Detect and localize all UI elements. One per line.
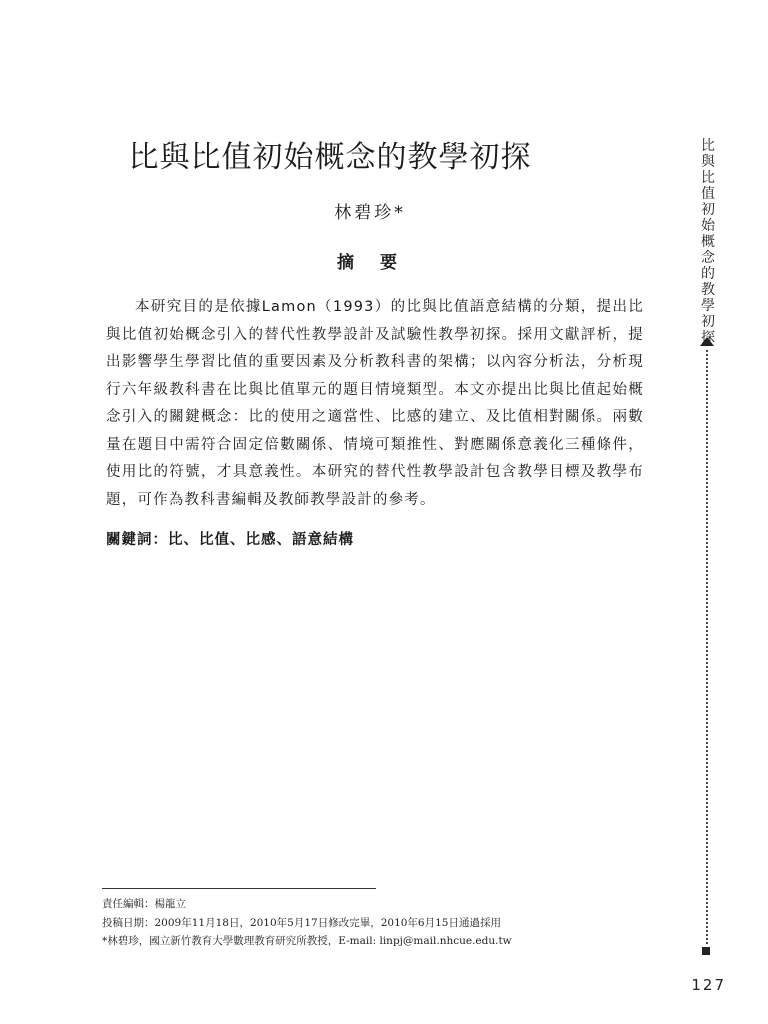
dotted-side-rule: [706, 350, 708, 944]
running-title-vertical: [700, 138, 716, 346]
abstract-body: 本研究目的是依據Lamon（1993）的比與比值語意結構的分類，提出比與比值初始概念引入的替代性教學設計及試驗性教學初探。採用文獻評析，提出影響學生學習比值的重要因素及分析教科書的架構；以內容分析法，分析現行六年級教科書在比與比值單元的題目情境類型。本文亦提出比與比值起始概念引入的關鍵概念：比的使用之適當性、比感的建立、及比值相對關係。兩數量在題目中需符合固定倍數關係、情境可類推性、對應關係意義化三種條件，使用比的符號，才具意義性。本研究的替代性教學設計包含教學目標及教學布題，可作為教科書編輯及教師教學設計的參考。: [106, 299, 644, 508]
page-number: 127: [691, 976, 726, 994]
running-title-char: 教: [701, 282, 715, 298]
running-title-char: 與: [701, 154, 715, 170]
abstract-heading: 摘 要: [337, 253, 407, 273]
author-name: 林碧珍*: [334, 203, 406, 223]
running-title-char: 比: [701, 170, 715, 186]
running-title-char: 概: [701, 234, 715, 250]
footnote-affiliation: *林碧珍，國立新竹教育大學數理教育研究所教授，E-mail: linpj@mail.nhcue.edu.tw: [102, 935, 512, 947]
square-marker-icon: [702, 947, 710, 955]
running-title-char: 初: [701, 314, 715, 330]
footnote-divider: [102, 888, 376, 889]
running-title-char: 始: [701, 218, 715, 234]
running-title-char: 值: [701, 186, 715, 202]
footnote-dates: 投稿日期：2009年11月18日，2010年5月17日修改完畢，2010年6月15日通過採用: [102, 916, 501, 929]
running-title-char: 學: [701, 298, 715, 314]
running-title-char: 念: [701, 250, 715, 266]
footnotes: [102, 895, 642, 951]
running-title-char: 的: [701, 266, 715, 282]
footnote-editor: 責任編輯：楊龍立: [102, 898, 186, 910]
running-title-char: 比: [701, 138, 715, 154]
paper-title: 比與比值初始概念的教學初探: [128, 140, 532, 175]
triangle-marker-icon: [700, 337, 714, 346]
keywords: 關鍵詞：比、比值、比感、語意結構: [106, 532, 354, 548]
running-title-char: 探: [701, 330, 715, 346]
running-title-char: 初: [701, 202, 715, 218]
